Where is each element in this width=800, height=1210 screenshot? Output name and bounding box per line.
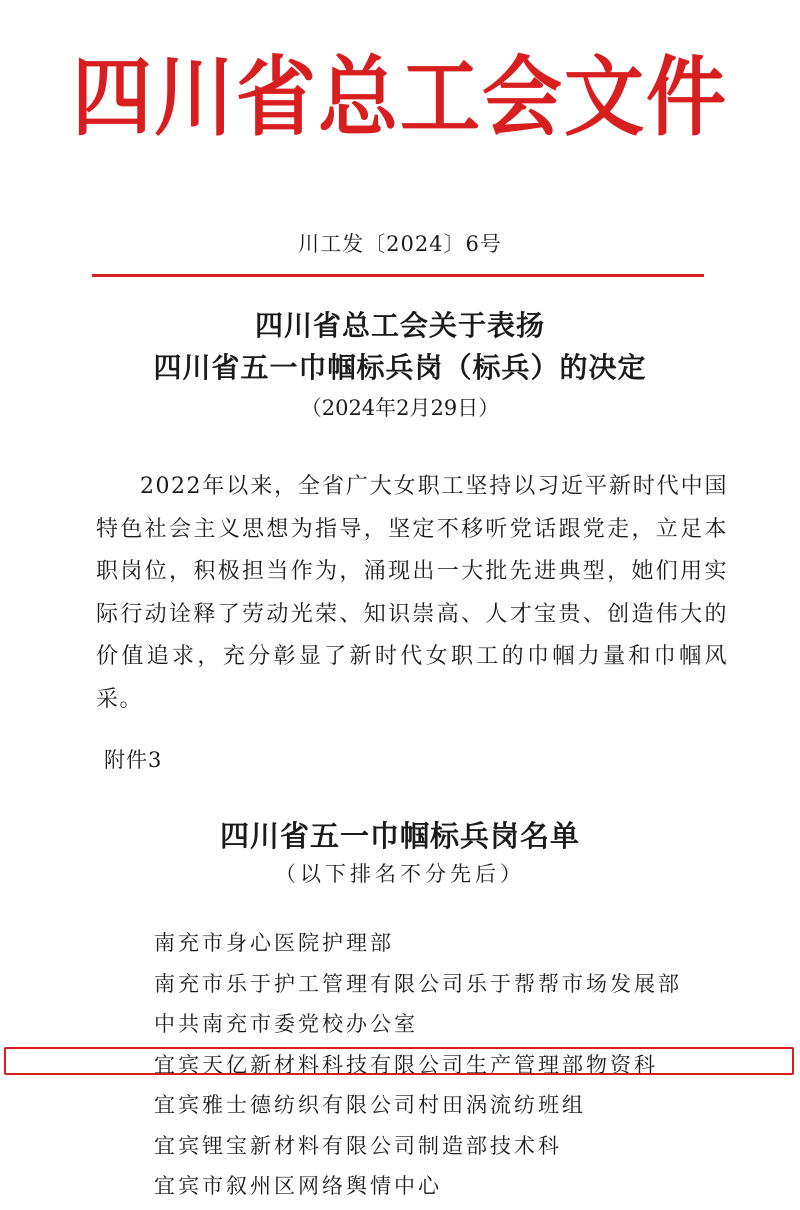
document-date: （2024年2月29日） bbox=[300, 396, 500, 420]
highlight-box bbox=[4, 1047, 794, 1075]
body-paragraph: 2022年以来，全省广大女职工坚持以习近平新时代中国特色社会主义思想为指导，坚定不移听党话跟党走，立足本职岗位，积极担当作为，涌现出一大批先进典型，她们用实际行动诠释了劳动光荣、知识崇高、人才宝贵、创造伟大的价值追求，充分彰显了新时代女职工的巾帼力量和巾帼风采。 bbox=[96, 474, 728, 712]
list-item: 宜宾雅士德纺织有限公司村田涡流纺班组 bbox=[154, 1093, 586, 1117]
list-title: 四川省五一巾帼标兵岗名单 bbox=[219, 819, 580, 853]
list-item: 宜宾市叙州区网络舆情中心 bbox=[154, 1174, 442, 1198]
document-title-line-1: 四川省总工会关于表扬 bbox=[254, 309, 545, 342]
attachment-label: 附件3 bbox=[104, 748, 163, 772]
document-number: 川工发〔2024〕6号 bbox=[298, 232, 502, 256]
document-title-line-2: 四川省五一巾帼标兵岗（标兵）的决定 bbox=[153, 351, 647, 384]
document-masthead: 四川省总工会文件 bbox=[72, 47, 728, 148]
list-item: 中共南充市委党校办公室 bbox=[154, 1012, 418, 1036]
list-item: 宜宾锂宝新材料有限公司制造部技术科 bbox=[154, 1133, 562, 1158]
list-item: 南充市乐于护工管理有限公司乐于帮帮市场发展部 bbox=[154, 971, 682, 996]
list-item: 南充市身心医院护理部 bbox=[154, 931, 394, 955]
red-divider-line bbox=[92, 274, 704, 277]
list-item-highlighted: 宜宾天亿新材料科技有限公司生产管理部物资科 bbox=[154, 1052, 658, 1077]
list-subtitle: （以下排名不分先后） bbox=[275, 862, 525, 886]
